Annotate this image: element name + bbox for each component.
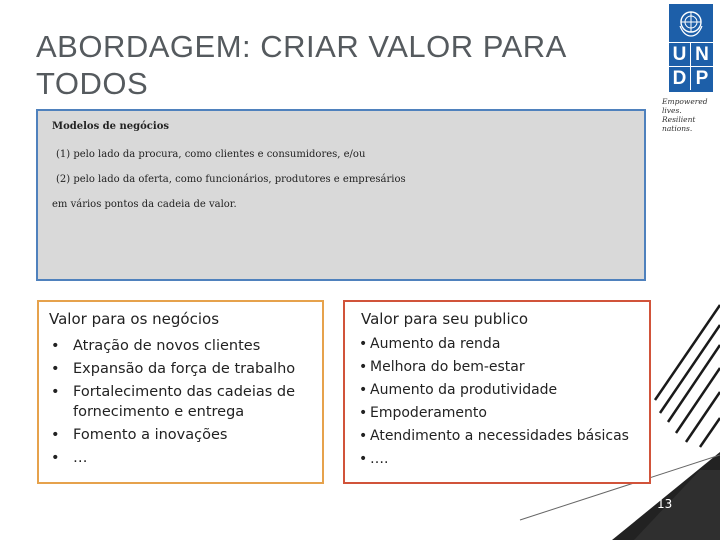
list-item	[359, 426, 649, 446]
list-item	[359, 334, 649, 354]
value-public-panel	[343, 300, 651, 484]
list-item-text: Empoderamento	[370, 405, 487, 421]
value-business-title: Valor para os negócios	[49, 310, 220, 328]
bullet: •	[51, 338, 60, 354]
logo-letter: D	[669, 66, 691, 90]
diagonal-stripes	[655, 305, 720, 447]
slide-title: ABORDAGEM: CRIAR VALOR PARA TODOS	[36, 29, 566, 101]
bullet: •	[51, 384, 60, 400]
logo-letter: N	[691, 42, 713, 66]
un-emblem-icon	[676, 8, 706, 38]
value-business-list	[49, 336, 319, 471]
list-item	[359, 357, 649, 377]
tagline-line: Resilient nations.	[662, 115, 696, 133]
value-business-panel	[37, 300, 324, 484]
list-item	[359, 403, 649, 423]
business-models-heading: Modelos de negócios	[52, 121, 169, 132]
list-item-text: Aumento da renda	[370, 336, 501, 352]
undp-logo	[669, 4, 713, 92]
list-item-text: ….	[370, 451, 389, 467]
bullet: •	[359, 428, 368, 444]
list-item	[49, 336, 319, 356]
list-item	[49, 425, 319, 445]
business-models-line: (2) pelo lado da oferta, como funcionários, produtores e empresários	[56, 174, 406, 185]
list-item-text: Melhora do bem-estar	[370, 359, 525, 375]
list-item-text: Fortalecimento das cadeias de fornecimento e entrega	[73, 384, 296, 420]
tagline-line: Empowered lives.	[662, 97, 708, 115]
business-models-line: em vários pontos da cadeia de valor.	[52, 199, 237, 210]
list-item-text: …	[73, 450, 88, 466]
logo-letter: P	[691, 66, 713, 90]
business-models-line: (1) pelo lado da procura, como clientes e consumidores, e/ou	[56, 149, 366, 160]
list-item	[49, 448, 319, 468]
list-item	[49, 359, 319, 379]
bullet: •	[359, 382, 368, 398]
list-item-text: Atendimento a necessidades básicas	[370, 428, 629, 444]
list-item-text: Aumento da produtividade	[370, 382, 558, 398]
list-item-text: Fomento a inovações	[73, 427, 228, 443]
list-item-text: Atração de novos clientes	[73, 338, 261, 354]
business-models-box	[36, 109, 646, 281]
list-item-text: Expansão da força de trabalho	[73, 361, 296, 377]
bullet: •	[359, 405, 368, 421]
bullet: •	[51, 361, 60, 377]
bullet: •	[359, 451, 368, 467]
bullet: •	[51, 450, 60, 466]
value-public-title: Valor para seu publico	[361, 310, 529, 328]
bullet: •	[359, 359, 368, 375]
page-number: 13	[657, 497, 673, 511]
logo-letter: U	[669, 42, 691, 66]
undp-tagline	[662, 97, 720, 133]
list-item	[359, 449, 649, 469]
value-public-list	[359, 334, 649, 472]
bullet: •	[51, 427, 60, 443]
bullet: •	[359, 336, 368, 352]
list-item	[49, 382, 319, 422]
undp-letters	[669, 42, 713, 90]
list-item	[359, 380, 649, 400]
